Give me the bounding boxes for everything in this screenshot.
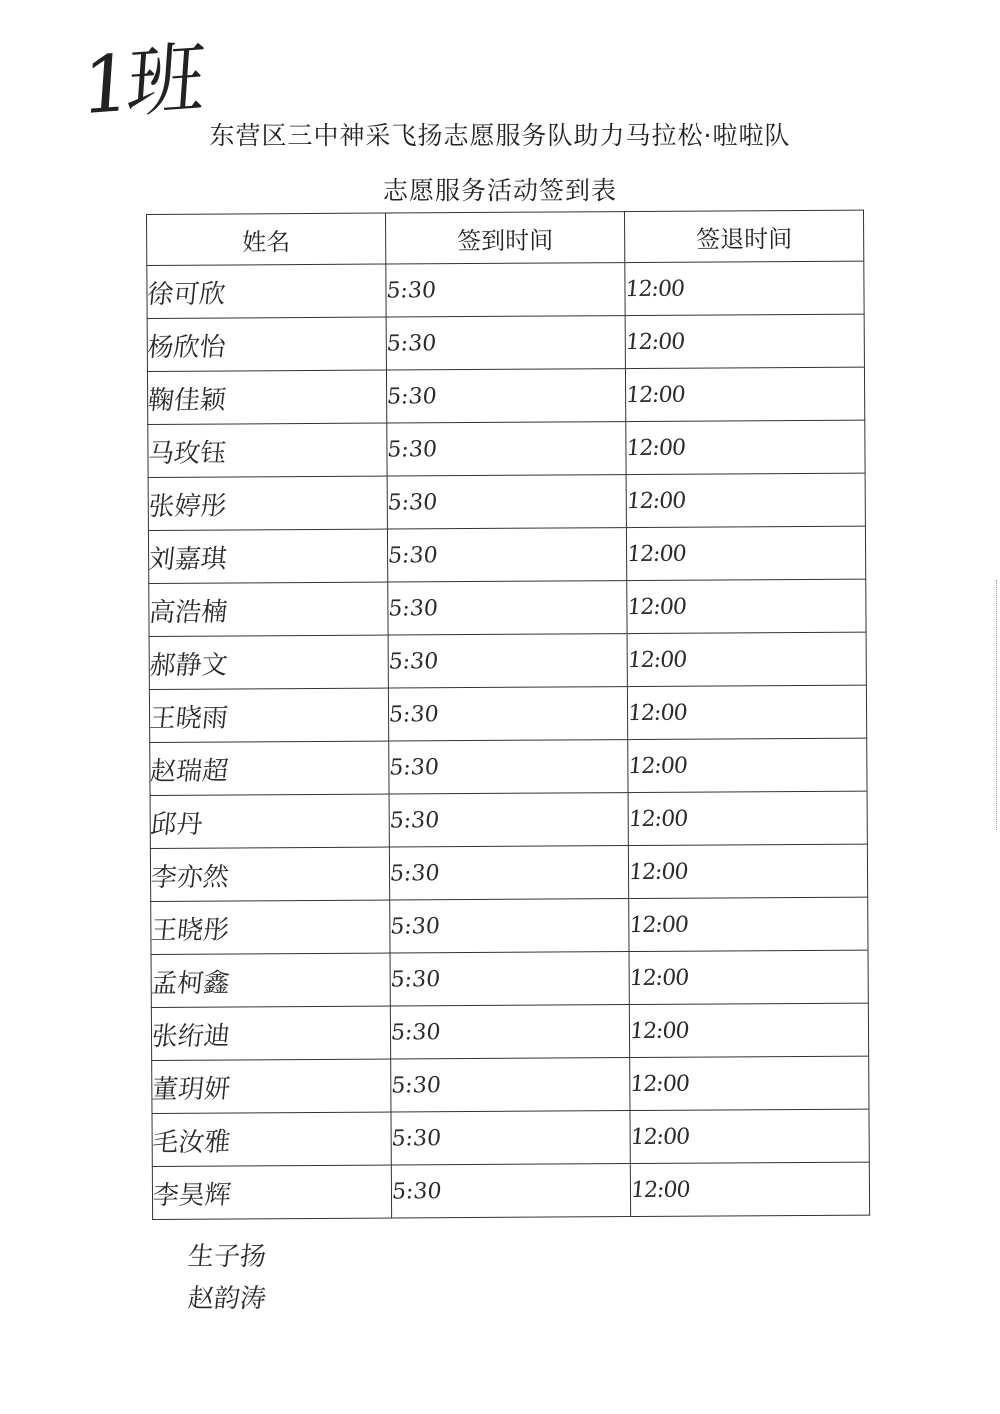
- check-in-time: 5:30: [387, 701, 440, 728]
- check-out-cell: [628, 738, 867, 792]
- extra-name: 生子扬: [186, 1242, 268, 1272]
- signed-name: 张婷彤: [147, 491, 229, 522]
- name-cell: [148, 529, 387, 583]
- signed-name: 孟柯鑫: [149, 967, 231, 999]
- signed-name: 毛汝雅: [150, 1126, 232, 1158]
- check-in-cell: [389, 793, 628, 847]
- check-in-time: 5:30: [390, 1125, 443, 1152]
- check-out-cell: [626, 473, 865, 527]
- check-in-time: 5:30: [388, 807, 441, 834]
- name-cell: [150, 847, 389, 901]
- check-in-time: 5:30: [389, 966, 442, 993]
- check-in-time: 5:30: [386, 542, 439, 569]
- check-in-cell: [390, 952, 629, 1006]
- header-check-out: 签退时间: [624, 210, 863, 262]
- table-row: [152, 1056, 869, 1113]
- table-row: [147, 261, 864, 318]
- table-row: [151, 1003, 868, 1060]
- check-in-time: 5:30: [387, 595, 440, 622]
- check-in-cell: [390, 1005, 629, 1059]
- check-out-time: 12:00: [626, 594, 688, 620]
- additional-names: [188, 1236, 266, 1320]
- check-out-cell: [630, 1109, 869, 1163]
- check-out-time: 12:00: [625, 488, 687, 514]
- table-row: [150, 844, 867, 901]
- check-out-time: 12:00: [625, 541, 687, 567]
- check-in-cell: [387, 475, 626, 529]
- check-out-cell: [630, 1056, 869, 1110]
- check-in-cell: [386, 369, 625, 423]
- check-out-time: 12:00: [626, 700, 688, 726]
- check-in-time: 5:30: [389, 1019, 442, 1046]
- check-out-time: 12:00: [629, 1071, 690, 1097]
- table-row: [151, 897, 868, 954]
- check-out-time: 12:00: [624, 382, 686, 408]
- table-row: [151, 950, 868, 1007]
- check-out-cell: [626, 420, 865, 474]
- table-header-row: [147, 210, 864, 265]
- check-out-cell: [625, 261, 864, 315]
- check-in-cell: [391, 1164, 630, 1218]
- check-out-time: 12:00: [624, 329, 686, 355]
- title-line-1: 东营区三中神采飞扬志愿服务队助力马拉松·啦啦队: [209, 121, 791, 150]
- check-in-time: 5:30: [385, 277, 438, 304]
- check-in-cell: [390, 899, 629, 953]
- check-in-time: 5:30: [388, 860, 441, 887]
- check-out-time: 12:00: [625, 435, 687, 461]
- name-cell: [149, 635, 388, 689]
- check-in-time: 5:30: [386, 489, 439, 516]
- name-cell: [147, 317, 386, 371]
- signed-name: 董玥妍: [150, 1073, 232, 1105]
- signed-name: 马玫钰: [146, 438, 228, 469]
- check-in-cell: [387, 422, 626, 476]
- check-in-cell: [389, 846, 628, 900]
- check-in-time: 5:30: [390, 1178, 443, 1205]
- check-out-cell: [627, 685, 866, 739]
- check-out-cell: [625, 367, 864, 421]
- table-row: [148, 473, 865, 530]
- signed-name: 王晓彤: [149, 914, 231, 946]
- signed-name: 邱丹: [148, 809, 204, 840]
- check-out-time: 12:00: [627, 753, 689, 779]
- check-in-time: 5:30: [385, 330, 438, 357]
- name-cell: [152, 1059, 391, 1113]
- table-row: [150, 791, 867, 848]
- check-in-cell: [391, 1111, 630, 1165]
- check-in-cell: [388, 634, 627, 688]
- name-cell: [150, 741, 389, 795]
- check-out-cell: [627, 632, 866, 686]
- check-in-time: 5:30: [389, 913, 441, 940]
- table-row: [152, 1162, 869, 1219]
- signed-name: 李亦然: [149, 861, 231, 893]
- table-row: [147, 314, 864, 371]
- name-cell: [147, 370, 386, 424]
- signed-name: 刘嘉琪: [147, 544, 229, 575]
- header-check-in: 签到时间: [385, 212, 624, 264]
- name-cell: [152, 1165, 391, 1219]
- name-cell: [151, 1006, 390, 1060]
- table-row: [148, 526, 865, 583]
- check-in-cell: [388, 581, 627, 635]
- signed-name: 杨欣怡: [146, 332, 228, 363]
- scan-edge-mark: [996, 580, 1000, 830]
- table-row: [149, 632, 866, 689]
- signed-name: 张绗迪: [150, 1020, 232, 1052]
- signed-name: 鞠佳颖: [146, 385, 228, 416]
- table-row: [149, 579, 866, 636]
- header-name: 姓名: [147, 213, 386, 265]
- signed-name: 王晓雨: [148, 703, 230, 734]
- check-out-time: 12:00: [628, 965, 690, 991]
- name-cell: [152, 1112, 391, 1166]
- name-cell: [151, 953, 390, 1007]
- check-out-cell: [628, 844, 867, 898]
- check-in-cell: [388, 687, 627, 741]
- signed-name: 徐可欣: [145, 279, 227, 310]
- table-row: [150, 738, 867, 795]
- name-cell: [151, 900, 390, 954]
- table-row: [149, 685, 866, 742]
- table-row: [147, 367, 864, 424]
- check-out-time: 12:00: [627, 859, 689, 885]
- signed-name: 李昊辉: [151, 1179, 233, 1211]
- sign-in-table: [146, 210, 870, 1220]
- signed-name: 郝静文: [148, 650, 229, 681]
- name-cell: [150, 794, 389, 848]
- name-cell: [149, 582, 388, 636]
- check-out-time: 12:00: [627, 806, 689, 832]
- name-cell: [147, 264, 386, 318]
- title-line-2: 志愿服务活动签到表: [382, 176, 617, 205]
- class-label: 1班: [78, 33, 205, 133]
- check-in-time: 5:30: [388, 754, 441, 781]
- check-in-time: 5:30: [390, 1072, 442, 1099]
- name-cell: [148, 476, 387, 530]
- signed-name: 赵瑞超: [148, 755, 230, 787]
- check-out-time: 12:00: [626, 647, 688, 673]
- check-in-time: 5:30: [387, 648, 440, 675]
- check-out-cell: [629, 897, 868, 951]
- check-out-time: 12:00: [629, 1124, 691, 1150]
- name-cell: [149, 688, 388, 742]
- check-in-cell: [387, 528, 626, 582]
- check-in-cell: [386, 316, 625, 370]
- check-in-cell: [386, 263, 625, 317]
- check-out-time: 12:00: [629, 1177, 691, 1203]
- check-in-time: 5:30: [386, 436, 439, 463]
- check-out-time: 12:00: [628, 1018, 690, 1044]
- check-out-cell: [630, 1162, 869, 1216]
- check-out-cell: [627, 579, 866, 633]
- check-out-cell: [626, 526, 865, 580]
- check-in-time: 5:30: [385, 383, 438, 410]
- check-out-time: 12:00: [628, 912, 689, 938]
- check-out-cell: [625, 314, 864, 368]
- table-row: [152, 1109, 869, 1166]
- check-out-time: 12:00: [624, 276, 686, 302]
- check-in-cell: [391, 1058, 630, 1112]
- signed-name: 高浩楠: [147, 597, 229, 628]
- table-row: [148, 420, 865, 477]
- check-out-cell: [629, 950, 868, 1004]
- extra-name: 赵韵涛: [186, 1284, 268, 1314]
- check-in-cell: [389, 740, 628, 794]
- name-cell: [148, 423, 387, 477]
- check-out-cell: [628, 791, 867, 845]
- check-out-cell: [629, 1003, 868, 1057]
